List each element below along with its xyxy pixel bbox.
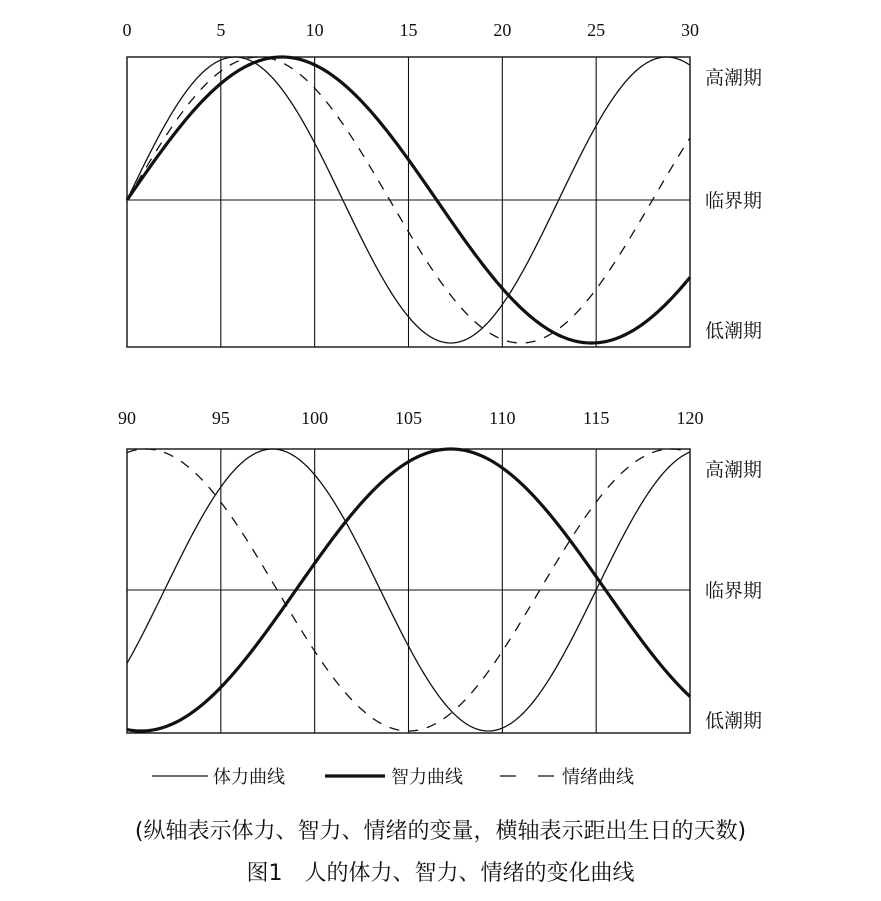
legend-label: 情绪曲线 bbox=[562, 767, 634, 788]
phase-label: 高潮期 bbox=[705, 67, 763, 89]
phase-label: 临界期 bbox=[705, 580, 763, 602]
x-tick-label: 0 bbox=[122, 20, 132, 40]
legend-label: 智力曲线 bbox=[391, 767, 463, 788]
phase-label: 高潮期 bbox=[705, 459, 763, 481]
phase-label: 低潮期 bbox=[705, 320, 763, 342]
x-tick-label: 110 bbox=[489, 408, 516, 428]
phase-label: 临界期 bbox=[705, 190, 763, 212]
x-tick-label: 100 bbox=[301, 408, 329, 428]
x-tick-label: 15 bbox=[399, 20, 418, 40]
x-tick-label: 5 bbox=[216, 20, 226, 40]
x-tick-label: 25 bbox=[587, 20, 606, 40]
legend bbox=[152, 767, 634, 788]
x-tick-label: 115 bbox=[582, 408, 610, 428]
x-tick-label: 90 bbox=[118, 408, 136, 428]
x-tick-label: 120 bbox=[676, 408, 704, 428]
legend-label: 体力曲线 bbox=[213, 767, 285, 788]
figure-caption: 图1 人的体力、智力、情绪的变化曲线 bbox=[246, 861, 635, 886]
phase-label: 低潮期 bbox=[705, 710, 763, 732]
x-tick-label: 105 bbox=[395, 408, 422, 428]
x-tick-label: 10 bbox=[305, 20, 324, 40]
x-tick-label: 95 bbox=[211, 408, 230, 428]
chart-panel-2 bbox=[118, 408, 762, 733]
axis-note: (纵轴表示体力、智力、情绪的变量，横轴表示距出生日的天数) bbox=[134, 819, 747, 844]
chart-panel-1 bbox=[123, 20, 763, 347]
x-tick-label: 30 bbox=[681, 20, 699, 40]
x-tick-label: 20 bbox=[493, 20, 512, 40]
